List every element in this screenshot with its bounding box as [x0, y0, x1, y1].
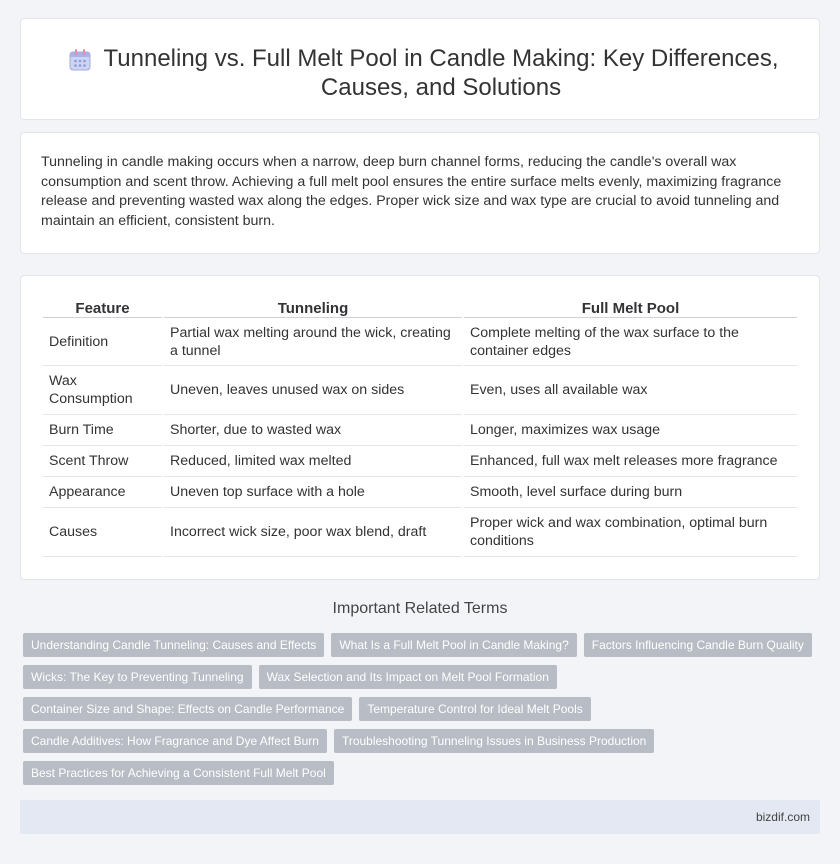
row-tunneling: Uneven, leaves unused wax on sides — [164, 366, 462, 415]
header-full-melt-pool: Full Melt Pool — [464, 296, 797, 318]
row-full-melt-pool: Proper wick and wax combination, optimal burn conditions — [464, 508, 797, 557]
footer — [20, 800, 820, 834]
related-term-tag[interactable]: Container Size and Shape: Effects on Candle Performance — [23, 697, 352, 721]
row-feature: Causes — [43, 508, 162, 557]
row-tunneling: Shorter, due to wasted wax — [164, 415, 462, 446]
comparison-table — [41, 296, 799, 557]
header-feature: Feature — [43, 296, 162, 318]
related-term-tag[interactable]: Best Practices for Achieving a Consistent Full Melt Pool — [23, 761, 334, 785]
related-term-tag[interactable]: Wicks: The Key to Preventing Tunneling — [23, 665, 252, 689]
row-tunneling: Incorrect wick size, poor wax blend, draft — [164, 508, 462, 557]
table-header-row — [43, 296, 797, 318]
related-term-tag[interactable]: Factors Influencing Candle Burn Quality — [584, 633, 812, 657]
page-title: Tunneling vs. Full Melt Pool in Candle Making: Key Differences, Causes, and Solutions — [103, 45, 779, 101]
header-tunneling: Tunneling — [164, 296, 462, 318]
table-row — [43, 446, 797, 477]
row-feature: Appearance — [43, 477, 162, 508]
row-feature: Scent Throw — [43, 446, 162, 477]
row-feature: Burn Time — [43, 415, 162, 446]
footer-site-link[interactable]: bizdif.com — [755, 810, 810, 824]
row-full-melt-pool: Complete melting of the wax surface to the container edges — [464, 318, 797, 366]
row-full-melt-pool: Enhanced, full wax melt releases more fragrance — [464, 446, 797, 477]
row-full-melt-pool: Smooth, level surface during burn — [464, 477, 797, 508]
row-tunneling: Uneven top surface with a hole — [164, 477, 462, 508]
row-full-melt-pool: Longer, maximizes wax usage — [464, 415, 797, 446]
row-tunneling: Partial wax melting around the wick, creating a tunnel — [164, 318, 462, 366]
table-row — [43, 508, 797, 557]
related-term-tag[interactable]: Wax Selection and Its Impact on Melt Pool Formation — [259, 665, 557, 689]
row-feature: Definition — [43, 318, 162, 366]
row-feature: Wax Consumption — [43, 366, 162, 415]
row-full-melt-pool: Even, uses all available wax — [464, 366, 797, 415]
related-terms-heading: Important Related Terms — [332, 600, 508, 617]
related-term-tag[interactable]: Understanding Candle Tunneling: Causes and Effects — [23, 633, 324, 657]
row-tunneling: Reduced, limited wax melted — [164, 446, 462, 477]
comparison-card — [20, 275, 820, 580]
related-term-tag[interactable]: What Is a Full Melt Pool in Candle Making? — [331, 633, 576, 657]
table-row — [43, 318, 797, 366]
title-card — [20, 18, 820, 120]
related-term-tag[interactable]: Temperature Control for Ideal Melt Pools — [359, 697, 590, 721]
intro-paragraph: Tunneling in candle making occurs when a narrow, deep burn channel forms, reducing the candle's overall wax consumption and scent throw. Achieving a full melt pool ensures the entire surface melts evenly, maximizing fragrance release and preventing wasted wax along the edges. Proper wick size and wax type are crucial to avoid tunneling and maintain an efficient, consistent burn. — [41, 154, 782, 229]
table-row — [43, 477, 797, 508]
table-row — [43, 415, 797, 446]
related-terms-list — [23, 633, 823, 793]
related-term-tag[interactable]: Candle Additives: How Fragrance and Dye Affect Burn — [23, 729, 327, 753]
table-row — [43, 366, 797, 415]
intro-card — [20, 132, 820, 254]
related-term-tag[interactable]: Troubleshooting Tunneling Issues in Business Production — [334, 729, 654, 753]
